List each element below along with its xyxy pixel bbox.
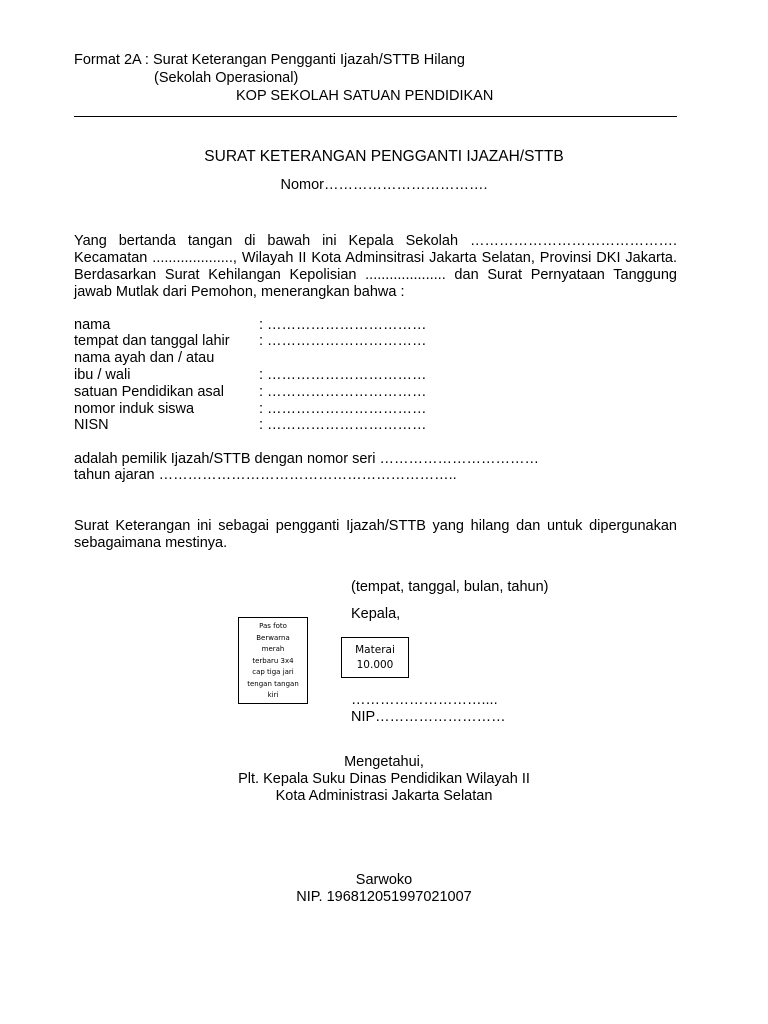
field-value-satuan: : …………………………… [259, 384, 427, 400]
materai-stamp-box [341, 637, 409, 678]
field-value-nisn: : …………………………… [259, 417, 427, 433]
signer-name-dots: ……………………….... [351, 692, 498, 708]
format-line: Format 2A : Surat Keterangan Pengganti Ijazah/STTB Hilang [74, 52, 465, 68]
field-label-nama: nama [74, 317, 111, 333]
nomor-line: Nomor……………………………. [280, 177, 488, 193]
header-divider [74, 116, 677, 117]
photo-text: merah [261, 645, 285, 653]
photo-text: terbaru 3x4 [252, 656, 294, 665]
ack-name: Sarwoko [355, 872, 413, 888]
materai-value: 10.000 [356, 659, 394, 671]
owner-line: adalah pemilik Ijazah/STTB dengan nomor seri …………………………… [74, 451, 539, 467]
kop-sekolah: KOP SEKOLAH SATUAN PENDIDIKAN [236, 88, 494, 104]
field-value-ttl: : …………………………… [259, 333, 427, 349]
intro-paragraph: Yang bertanda tangan di bawah ini Kepala Sekolah ……………………………………. Kecamatan ...................., Wilayah II Kota Adminsitrasi Jakarta Selatan, Provinsi DKI Jakarta. Berdasarkan Surat Kehilangan Kepolisian .................... dan Surat Pernyataan Tanggung jawab Mutlak dari Pemohon, menerangkan bahwa : [74, 233, 677, 300]
signer-nip: NIP……………………… [351, 709, 506, 725]
field-value-nis: : …………………………… [259, 401, 427, 417]
field-value-nama: : …………………………… [259, 317, 427, 333]
photo-text: kiri [267, 691, 279, 699]
photo-text: Pas foto [259, 622, 287, 630]
subtitle: (Sekolah Operasional) [154, 70, 299, 86]
photo-text: tengan tangan [247, 679, 299, 688]
closing-paragraph: Surat Keterangan ini sebagai pengganti Ijazah/STTB yang hilang dan untuk dipergunakan sebagaimana mestinya. [74, 518, 677, 551]
field-label-nisn: NISN [74, 417, 109, 433]
field-label-ayah: nama ayah dan / atau [74, 350, 215, 366]
photo-text: Berwarna [256, 633, 290, 642]
ack-heading: Mengetahui, [344, 754, 424, 770]
field-label-satuan: satuan Pendidikan asal [74, 384, 224, 400]
field-label-ttl: tempat dan tanggal lahir [74, 333, 230, 349]
ack-office: Kota Administrasi Jakarta Selatan [275, 788, 493, 804]
document-title: SURAT KETERANGAN PENGGANTI IJAZAH/STTB [204, 148, 564, 165]
photo-text: cap tiga jari [252, 668, 294, 676]
ack-nip: NIP. 196812051997021007 [296, 889, 472, 905]
materai-label: Materai [355, 644, 395, 656]
field-label-wali: ibu / wali [74, 367, 131, 383]
year-line: tahun ajaran …………………………………………………….. [74, 467, 457, 483]
field-label-nis: nomor induk siswa [74, 401, 195, 417]
signer-role: Kepala, [351, 606, 401, 622]
ack-position: Plt. Kepala Suku Dinas Pendidikan Wilayah II [238, 771, 530, 787]
place-date: (tempat, tanggal, bulan, tahun) [351, 579, 549, 595]
photo-placeholder [238, 617, 308, 704]
field-value-wali: : …………………………… [259, 367, 427, 383]
